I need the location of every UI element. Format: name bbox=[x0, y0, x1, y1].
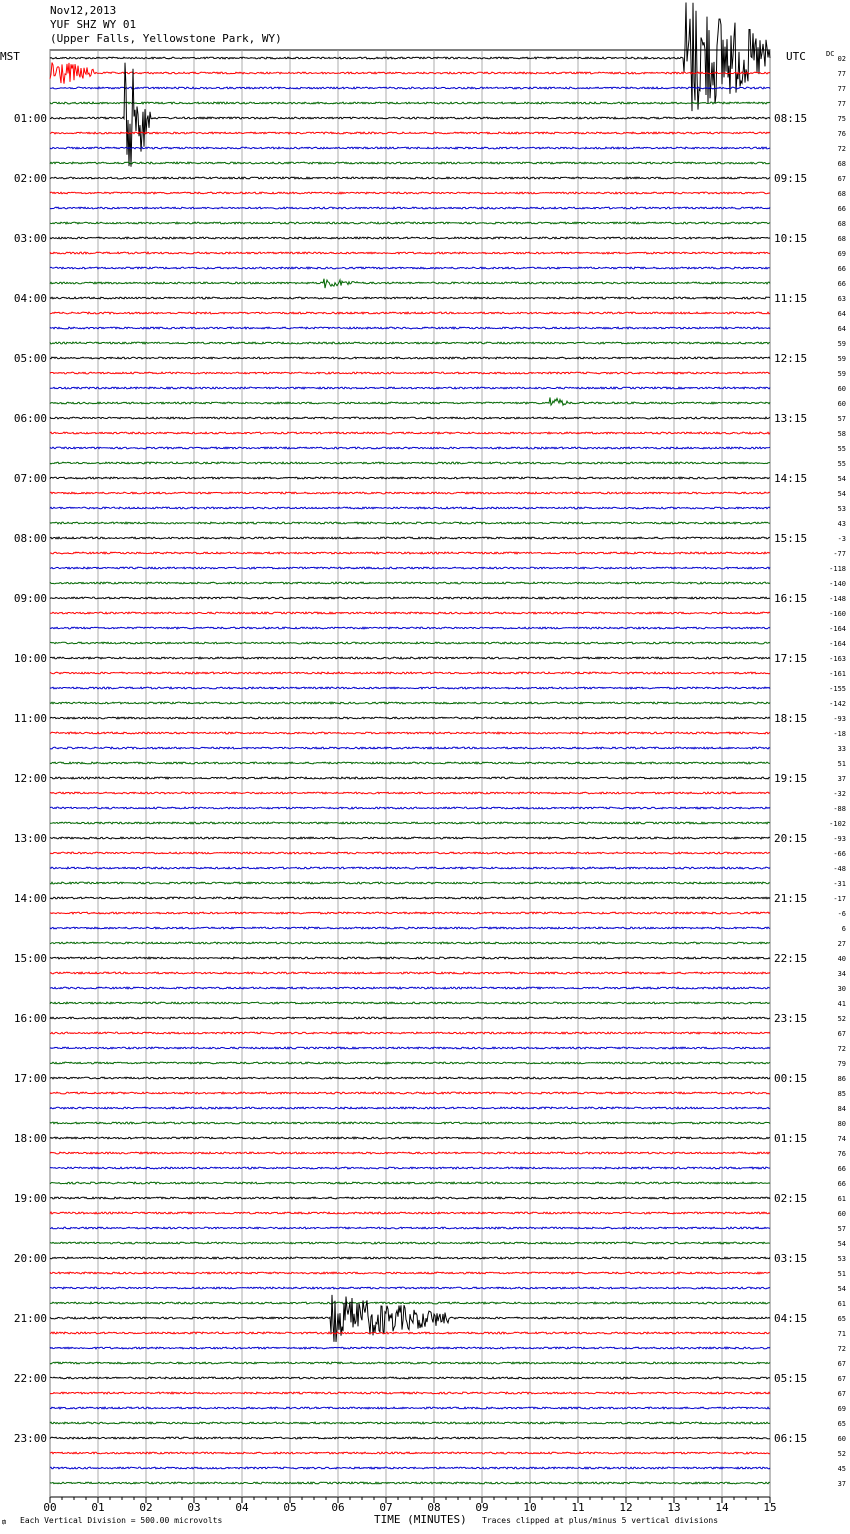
seismic-trace bbox=[50, 207, 770, 209]
dc-offset-label: 43 bbox=[837, 520, 846, 528]
dc-offset-label: 66 bbox=[837, 280, 846, 288]
utc-hour-label: 17:15 bbox=[774, 652, 808, 665]
dc-offset-label: 68 bbox=[837, 190, 846, 198]
seismic-trace bbox=[50, 672, 770, 674]
dc-offset-label: -140 bbox=[829, 580, 846, 588]
seismic-trace bbox=[50, 1332, 770, 1334]
seismic-trace bbox=[50, 897, 770, 899]
seismic-trace bbox=[50, 177, 770, 179]
dc-offset-label: 77 bbox=[837, 70, 846, 78]
seismic-trace bbox=[50, 192, 770, 194]
scale-note: Each Vertical Division = 500.00 microvolts bbox=[20, 1516, 223, 1525]
dc-offset-label: 68 bbox=[837, 235, 846, 243]
utc-hour-label: 03:15 bbox=[774, 1252, 808, 1265]
seismic-trace bbox=[50, 1047, 770, 1049]
dc-offset-label: 30 bbox=[837, 985, 846, 993]
seismic-trace bbox=[50, 1107, 770, 1109]
seismic-trace bbox=[50, 1032, 770, 1034]
dc-offset-label: 54 bbox=[837, 1240, 846, 1248]
mst-hour-label: 12:00 bbox=[13, 772, 47, 785]
mst-hour-label: 02:00 bbox=[13, 172, 47, 185]
dc-offset-label: 75 bbox=[837, 115, 846, 123]
dc-offset-label: -161 bbox=[829, 670, 846, 678]
utc-hour-label: 13:15 bbox=[774, 412, 808, 425]
x-tick-label: 00 bbox=[43, 1501, 57, 1514]
mst-hour-label: 19:00 bbox=[13, 1192, 47, 1205]
seismic-trace bbox=[50, 987, 770, 989]
mst-hour-label: 05:00 bbox=[13, 352, 47, 365]
seismic-trace bbox=[50, 1152, 770, 1154]
dc-offset-label: 79 bbox=[837, 1060, 846, 1068]
utc-hour-label: 23:15 bbox=[774, 1012, 808, 1025]
dc-offset-label: 84 bbox=[837, 1105, 846, 1113]
dc-offset-label: -93 bbox=[833, 835, 846, 843]
dc-offset-label: 61 bbox=[837, 1195, 846, 1203]
seismic-trace bbox=[50, 957, 770, 959]
dc-offset-label: -163 bbox=[829, 655, 846, 663]
seismic-trace bbox=[50, 1467, 770, 1469]
seismic-trace bbox=[50, 477, 770, 479]
dc-offset-label: 74 bbox=[837, 1135, 846, 1143]
dc-offset-label: 53 bbox=[837, 1255, 846, 1263]
dc-offset-label: -155 bbox=[829, 685, 846, 693]
mst-axis-label: MST bbox=[0, 50, 20, 63]
seismic-trace bbox=[50, 1212, 770, 1214]
utc-hour-label: 06:15 bbox=[774, 1432, 808, 1445]
seismic-trace bbox=[50, 1377, 770, 1379]
dc-offset-label: 80 bbox=[837, 1120, 846, 1128]
dc-offset-label: 65 bbox=[837, 1420, 846, 1428]
seismic-trace bbox=[50, 162, 770, 164]
x-tick-label: 06 bbox=[331, 1501, 345, 1514]
seismic-trace bbox=[50, 1422, 770, 1424]
seismic-trace bbox=[50, 777, 770, 779]
dc-offset-label: 68 bbox=[837, 160, 846, 168]
seismic-trace bbox=[50, 552, 770, 554]
dc-offset-label: -164 bbox=[829, 640, 846, 648]
dc-offset-label: 66 bbox=[837, 1165, 846, 1173]
dc-offset-label: 66 bbox=[837, 265, 846, 273]
seismic-trace bbox=[50, 1362, 770, 1364]
mst-hour-label: 04:00 bbox=[13, 292, 47, 305]
dc-offset-label: -88 bbox=[833, 805, 846, 813]
seismic-trace bbox=[50, 1182, 770, 1184]
seismic-trace bbox=[50, 63, 770, 167]
utc-hour-label: 09:15 bbox=[774, 172, 808, 185]
mst-hour-label: 06:00 bbox=[13, 412, 47, 425]
dc-offset-label: -31 bbox=[833, 880, 846, 888]
seismic-trace bbox=[50, 267, 770, 269]
dc-offset-label: 69 bbox=[837, 250, 846, 258]
utc-axis-label: UTC bbox=[786, 50, 806, 63]
seismic-trace bbox=[50, 1272, 770, 1274]
x-tick-label: 08 bbox=[427, 1501, 441, 1514]
dc-offset-label: -93 bbox=[833, 715, 846, 723]
seismic-trace bbox=[50, 357, 770, 359]
seismic-trace bbox=[50, 102, 770, 104]
seismic-trace bbox=[50, 432, 770, 434]
seismic-trace bbox=[50, 1302, 770, 1304]
seismic-trace bbox=[50, 342, 770, 344]
seismic-trace bbox=[50, 807, 770, 809]
dc-offset-label: 67 bbox=[837, 1390, 846, 1398]
dc-offset-label: 27 bbox=[837, 940, 846, 948]
seismic-trace bbox=[50, 492, 770, 494]
seismic-trace bbox=[50, 1167, 770, 1169]
seismic-trace bbox=[50, 882, 770, 884]
dc-offset-label: 60 bbox=[837, 385, 846, 393]
mst-hour-label: 22:00 bbox=[13, 1372, 47, 1385]
seismic-trace bbox=[50, 687, 770, 689]
seismic-trace bbox=[50, 1437, 770, 1439]
dc-offset-label: -102 bbox=[829, 820, 846, 828]
dc-offset-label: 34 bbox=[837, 970, 846, 978]
dc-offset-label: -48 bbox=[833, 865, 846, 873]
utc-hour-label: 21:15 bbox=[774, 892, 808, 905]
seismic-trace bbox=[50, 942, 770, 944]
mst-hour-label: 10:00 bbox=[13, 652, 47, 665]
utc-hour-label: 08:15 bbox=[774, 112, 808, 125]
seismic-trace bbox=[50, 837, 770, 839]
seismic-trace bbox=[50, 462, 770, 464]
seismic-trace bbox=[50, 1077, 770, 1079]
dc-offset-label: 77 bbox=[837, 85, 846, 93]
axis-labels bbox=[0, 50, 846, 1526]
seismic-trace bbox=[50, 1407, 770, 1409]
dc-offset-label: -6 bbox=[837, 910, 846, 918]
mst-hour-label: 17:00 bbox=[13, 1072, 47, 1085]
seismic-trace bbox=[50, 132, 770, 134]
dc-offset-label: 63 bbox=[837, 295, 846, 303]
seismic-traces bbox=[50, 3, 770, 1484]
dc-offset-label: 72 bbox=[837, 145, 846, 153]
x-tick-label: 05 bbox=[283, 1501, 297, 1514]
record-date: Nov12,2013 bbox=[50, 4, 117, 17]
mst-hour-label: 20:00 bbox=[13, 1252, 47, 1265]
seismic-trace bbox=[50, 312, 770, 314]
dc-offset-label: 57 bbox=[837, 415, 846, 423]
dc-label: DC bbox=[826, 50, 835, 58]
mst-hour-label: 03:00 bbox=[13, 232, 47, 245]
seismic-trace bbox=[50, 747, 770, 749]
dc-offset-label: 57 bbox=[837, 1225, 846, 1233]
x-tick-label: 03 bbox=[187, 1501, 201, 1514]
dc-offset-label: 60 bbox=[837, 1435, 846, 1443]
dc-offset-label: 60 bbox=[837, 400, 846, 408]
mst-hour-label: 18:00 bbox=[13, 1132, 47, 1145]
seismic-trace bbox=[50, 1197, 770, 1199]
dc-offset-label: 54 bbox=[837, 1285, 846, 1293]
seismic-trace bbox=[50, 222, 770, 224]
mst-hour-label: 13:00 bbox=[13, 832, 47, 845]
seismic-trace bbox=[50, 537, 770, 539]
seismic-trace bbox=[50, 762, 770, 764]
seismic-trace bbox=[50, 972, 770, 974]
dc-offset-label: -66 bbox=[833, 850, 846, 858]
dc-offset-label: 76 bbox=[837, 1150, 846, 1158]
seismic-trace bbox=[50, 597, 770, 599]
x-tick-label: 01 bbox=[91, 1501, 105, 1514]
utc-hour-label: 15:15 bbox=[774, 532, 808, 545]
seismic-trace bbox=[50, 1227, 770, 1229]
seismic-trace bbox=[50, 372, 770, 374]
seismic-trace bbox=[50, 702, 770, 704]
utc-hour-label: 20:15 bbox=[774, 832, 808, 845]
dc-offset-label: 61 bbox=[837, 1300, 846, 1308]
dc-offset-label: 71 bbox=[837, 1330, 846, 1338]
utc-hour-label: 22:15 bbox=[774, 952, 808, 965]
dc-offset-label: 72 bbox=[837, 1345, 846, 1353]
seismic-trace bbox=[50, 1452, 770, 1454]
seismic-trace bbox=[50, 297, 770, 299]
seismic-trace bbox=[50, 147, 770, 149]
seismic-trace bbox=[50, 1137, 770, 1139]
plot-frame bbox=[50, 50, 770, 1497]
dc-offset-label: 67 bbox=[837, 175, 846, 183]
seismic-trace bbox=[50, 867, 770, 869]
dc-offset-label: 64 bbox=[837, 310, 846, 318]
dc-offset-label: -148 bbox=[829, 595, 846, 603]
utc-hour-label: 19:15 bbox=[774, 772, 808, 785]
seismic-trace bbox=[50, 822, 770, 824]
x-tick-label: 12 bbox=[619, 1501, 633, 1514]
utc-hour-label: 05:15 bbox=[774, 1372, 808, 1385]
dc-offset-label: 67 bbox=[837, 1030, 846, 1038]
x-tick-label: 02 bbox=[139, 1501, 153, 1514]
utc-hour-label: 02:15 bbox=[774, 1192, 808, 1205]
dc-offset-label: -118 bbox=[829, 565, 846, 573]
dc-offset-label: 59 bbox=[837, 355, 846, 363]
dc-offset-label: -32 bbox=[833, 790, 846, 798]
station-location: (Upper Falls, Yellowstone Park, WY) bbox=[50, 32, 282, 45]
dc-offset-label: -17 bbox=[833, 895, 846, 903]
x-tick-label: 04 bbox=[235, 1501, 249, 1514]
dc-offset-label: 77 bbox=[837, 100, 846, 108]
dc-offset-label: 52 bbox=[837, 1450, 846, 1458]
dc-offset-label: 51 bbox=[837, 1270, 846, 1278]
seismic-trace bbox=[50, 398, 770, 406]
utc-hour-label: 14:15 bbox=[774, 472, 808, 485]
utc-hour-label: 00:15 bbox=[774, 1072, 808, 1085]
dc-offset-label: 67 bbox=[837, 1360, 846, 1368]
seismic-trace bbox=[50, 522, 770, 524]
dc-offset-label: 66 bbox=[837, 205, 846, 213]
seismic-trace bbox=[50, 1242, 770, 1244]
seismic-trace bbox=[50, 387, 770, 389]
dc-offset-label: 64 bbox=[837, 325, 846, 333]
footer-mark: ₥ bbox=[2, 1518, 7, 1526]
dc-offset-label: 69 bbox=[837, 1405, 846, 1413]
dc-offset-label: 59 bbox=[837, 340, 846, 348]
mst-hour-label: 01:00 bbox=[13, 112, 47, 125]
seismic-trace bbox=[50, 87, 770, 89]
seismic-trace bbox=[50, 252, 770, 254]
dc-offset-label: 41 bbox=[837, 1000, 846, 1008]
seismic-trace bbox=[50, 792, 770, 794]
seismic-trace bbox=[50, 927, 770, 929]
dc-offset-label: 37 bbox=[837, 775, 846, 783]
seismic-trace bbox=[50, 642, 770, 644]
x-tick-label: 15 bbox=[763, 1501, 777, 1514]
seismic-trace bbox=[50, 732, 770, 734]
dc-offset-label: -77 bbox=[833, 550, 846, 558]
seismic-trace bbox=[50, 1017, 770, 1019]
dc-offset-label: 66 bbox=[837, 1180, 846, 1188]
dc-offset-label: 54 bbox=[837, 490, 846, 498]
seismic-trace bbox=[50, 1257, 770, 1259]
mst-hour-label: 11:00 bbox=[13, 712, 47, 725]
seismic-trace bbox=[50, 447, 770, 449]
dc-offset-label: 51 bbox=[837, 760, 846, 768]
station-name: YUF SHZ WY 01 bbox=[50, 18, 137, 31]
x-tick-label: 13 bbox=[667, 1501, 681, 1514]
seismic-trace bbox=[50, 1002, 770, 1004]
dc-offset-label: 68 bbox=[837, 220, 846, 228]
dc-offset-label: 86 bbox=[837, 1075, 846, 1083]
dc-offset-label: -142 bbox=[829, 700, 846, 708]
dc-offset-label: 37 bbox=[837, 1480, 846, 1488]
seismic-trace bbox=[50, 279, 770, 288]
seismic-trace bbox=[50, 1482, 770, 1484]
dc-offset-label: 52 bbox=[837, 1015, 846, 1023]
seismic-trace bbox=[50, 612, 770, 614]
mst-hour-label: 07:00 bbox=[13, 472, 47, 485]
seismic-trace bbox=[50, 237, 770, 239]
dc-offset-label: 54 bbox=[837, 475, 846, 483]
seismic-trace bbox=[50, 1122, 770, 1124]
mst-hour-label: 23:00 bbox=[13, 1432, 47, 1445]
x-tick-label: 11 bbox=[571, 1501, 585, 1514]
seismic-trace bbox=[50, 1287, 770, 1289]
dc-offset-label: 40 bbox=[837, 955, 846, 963]
utc-hour-label: 04:15 bbox=[774, 1312, 808, 1325]
dc-offset-label: 72 bbox=[837, 1045, 846, 1053]
utc-hour-label: 01:15 bbox=[774, 1132, 808, 1145]
seismic-trace bbox=[50, 1062, 770, 1064]
dc-offset-label: 59 bbox=[837, 370, 846, 378]
dc-offset-label: 60 bbox=[837, 1210, 846, 1218]
seismic-trace bbox=[50, 417, 770, 419]
mst-hour-label: 14:00 bbox=[13, 892, 47, 905]
dc-offset-label: 85 bbox=[837, 1090, 846, 1098]
dc-offset-label: 33 bbox=[837, 745, 846, 753]
mst-hour-label: 09:00 bbox=[13, 592, 47, 605]
dc-offset-label: 58 bbox=[837, 430, 846, 438]
x-tick-label: 10 bbox=[523, 1501, 537, 1514]
seismic-trace bbox=[50, 327, 770, 329]
utc-hour-label: 10:15 bbox=[774, 232, 808, 245]
seismic-trace bbox=[50, 1347, 770, 1349]
clip-note: Traces clipped at plus/minus 5 vertical divisions bbox=[482, 1516, 719, 1525]
utc-hour-label: 12:15 bbox=[774, 352, 808, 365]
mst-hour-label: 16:00 bbox=[13, 1012, 47, 1025]
seismic-trace bbox=[50, 627, 770, 629]
utc-hour-label: 11:15 bbox=[774, 292, 808, 305]
seismic-trace bbox=[50, 657, 770, 659]
dc-offset-label: 76 bbox=[837, 130, 846, 138]
x-tick-label: 09 bbox=[475, 1501, 489, 1514]
dc-offset-label: 02 bbox=[837, 55, 846, 63]
seismic-trace bbox=[50, 582, 770, 584]
seismic-trace bbox=[50, 3, 770, 112]
dc-offset-label: -164 bbox=[829, 625, 846, 633]
dc-offset-label: 67 bbox=[837, 1375, 846, 1383]
dc-offset-label: 53 bbox=[837, 505, 846, 513]
dc-offset-label: 55 bbox=[837, 460, 846, 468]
utc-hour-label: 18:15 bbox=[774, 712, 808, 725]
x-axis-title: TIME (MINUTES) bbox=[374, 1513, 467, 1526]
dc-offset-label: 65 bbox=[837, 1315, 846, 1323]
seismic-trace bbox=[50, 63, 770, 84]
seismic-trace bbox=[50, 1092, 770, 1094]
utc-hour-label: 16:15 bbox=[774, 592, 808, 605]
x-tick-label: 07 bbox=[379, 1501, 393, 1514]
dc-offset-label: -3 bbox=[837, 535, 846, 543]
dc-offset-label: -18 bbox=[833, 730, 846, 738]
seismic-trace bbox=[50, 507, 770, 509]
mst-hour-label: 15:00 bbox=[13, 952, 47, 965]
dc-offset-label: -160 bbox=[829, 610, 846, 618]
x-tick-label: 14 bbox=[715, 1501, 729, 1514]
seismic-trace bbox=[50, 567, 770, 569]
seismic-trace bbox=[50, 1392, 770, 1394]
dc-offset-label: 45 bbox=[837, 1465, 846, 1473]
seismic-trace bbox=[50, 852, 770, 854]
mst-hour-label: 08:00 bbox=[13, 532, 47, 545]
dc-offset-label: 55 bbox=[837, 445, 846, 453]
seismic-trace bbox=[50, 717, 770, 719]
seismic-trace bbox=[50, 912, 770, 914]
mst-hour-label: 21:00 bbox=[13, 1312, 47, 1325]
dc-offset-label: 6 bbox=[841, 925, 846, 933]
